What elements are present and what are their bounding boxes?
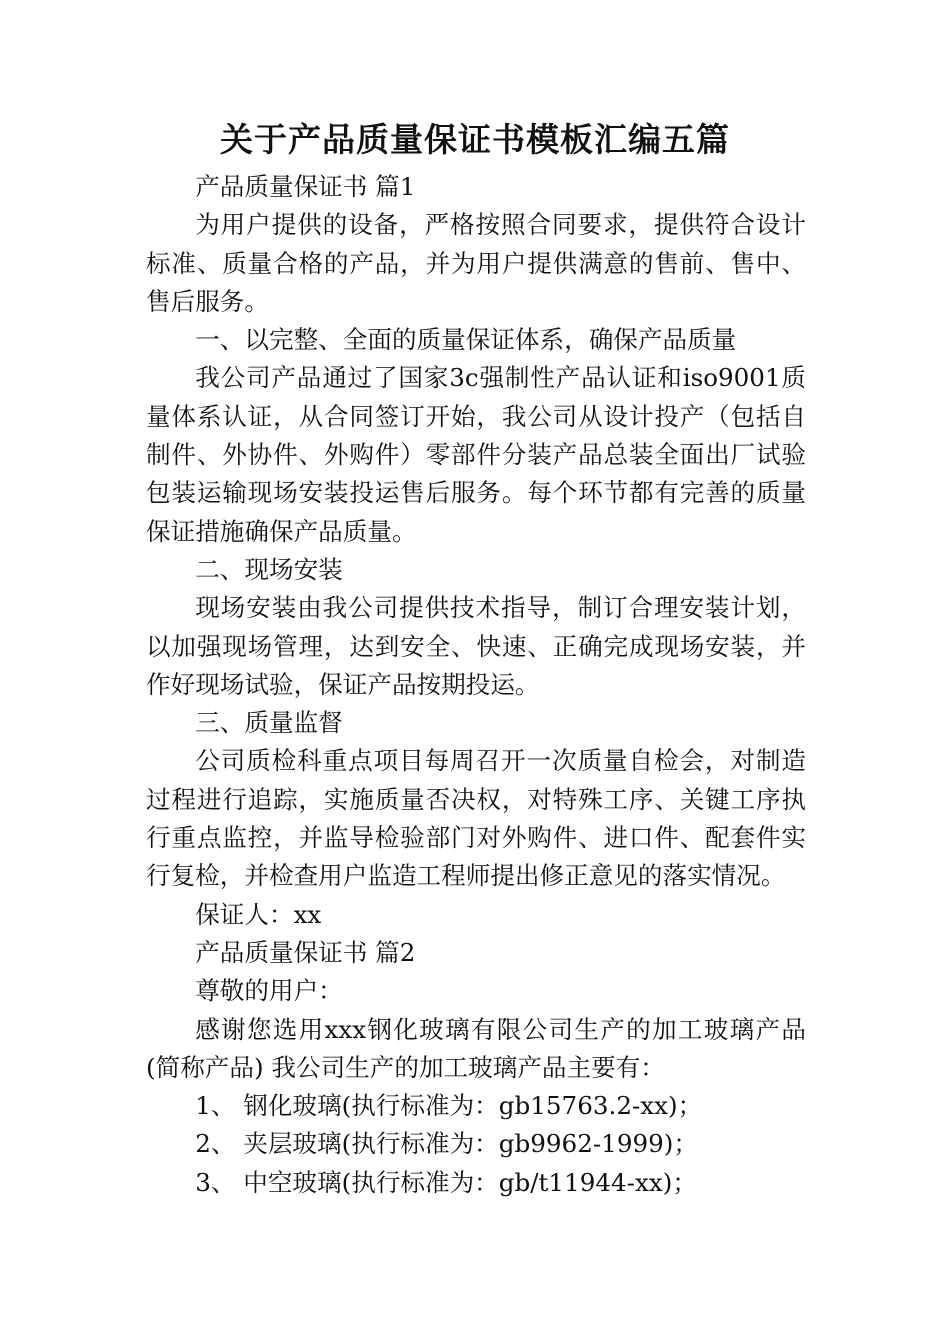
- salutation: 尊敬的用户：: [195, 976, 343, 1006]
- list-item: 1、 钢化玻璃(执行标准为：gb15763.2-xx)；: [195, 1091, 703, 1121]
- paragraph: 为用户提供的设备，严格按照合同要求，提供符合设计标准、质量合格的产品，并为用户提供满意的售前、售中、售后服务。: [146, 210, 806, 316]
- document-title: 关于产品质量保证书模板汇编五篇: [220, 120, 730, 159]
- subheading: 二、现场安装: [195, 554, 343, 584]
- paragraph: 现场安装由我公司提供技术指导，制订合理安装计划，以加强现场管理，达到安全、快速、正确完成现场安装，并作好现场试验，保证产品按期投运。: [146, 593, 806, 699]
- list-item: 2、 夹层玻璃(执行标准为：gb9962-1999)；: [195, 1129, 698, 1159]
- section-heading: 产品质量保证书 篇1: [195, 172, 416, 201]
- paragraph: 我公司产品通过了国家3c强制性产品认证和iso9001质量体系认证，从合同签订开始，我公司从设计投产（包括自制件、外协件、外购件）零部件分装产品总装全面出厂试验包装运输现场安装投运售后服务。每个环节都有完善的质量保证措施确保产品质量。: [146, 363, 806, 546]
- guarantor-line: 保证人：xx: [195, 899, 322, 929]
- list-item: 3、 中空玻璃(执行标准为：gb/t11944-xx)；: [195, 1167, 697, 1197]
- paragraph: 感谢您选用xxx钢化玻璃有限公司生产的加工玻璃产品(简称产品) 我公司生产的加工玻璃产品主要有：: [146, 1014, 806, 1082]
- document-body: [146, 168, 806, 1202]
- section-heading: 产品质量保证书 篇2: [195, 937, 416, 967]
- subheading: 三、质量监督: [195, 708, 343, 738]
- paragraph: 公司质检科重点项目每周召开一次质量自检会，对制造过程进行追踪，实施质量否决权，对特殊工序、关键工序执行重点监控，并监导检验部门对外购件、进口件、配套件实行复检，并检查用户监造工程师提出修正意见的落实情况。: [146, 746, 806, 891]
- subheading: 一、以完整、全面的质量保证体系，确保产品质量: [195, 325, 737, 355]
